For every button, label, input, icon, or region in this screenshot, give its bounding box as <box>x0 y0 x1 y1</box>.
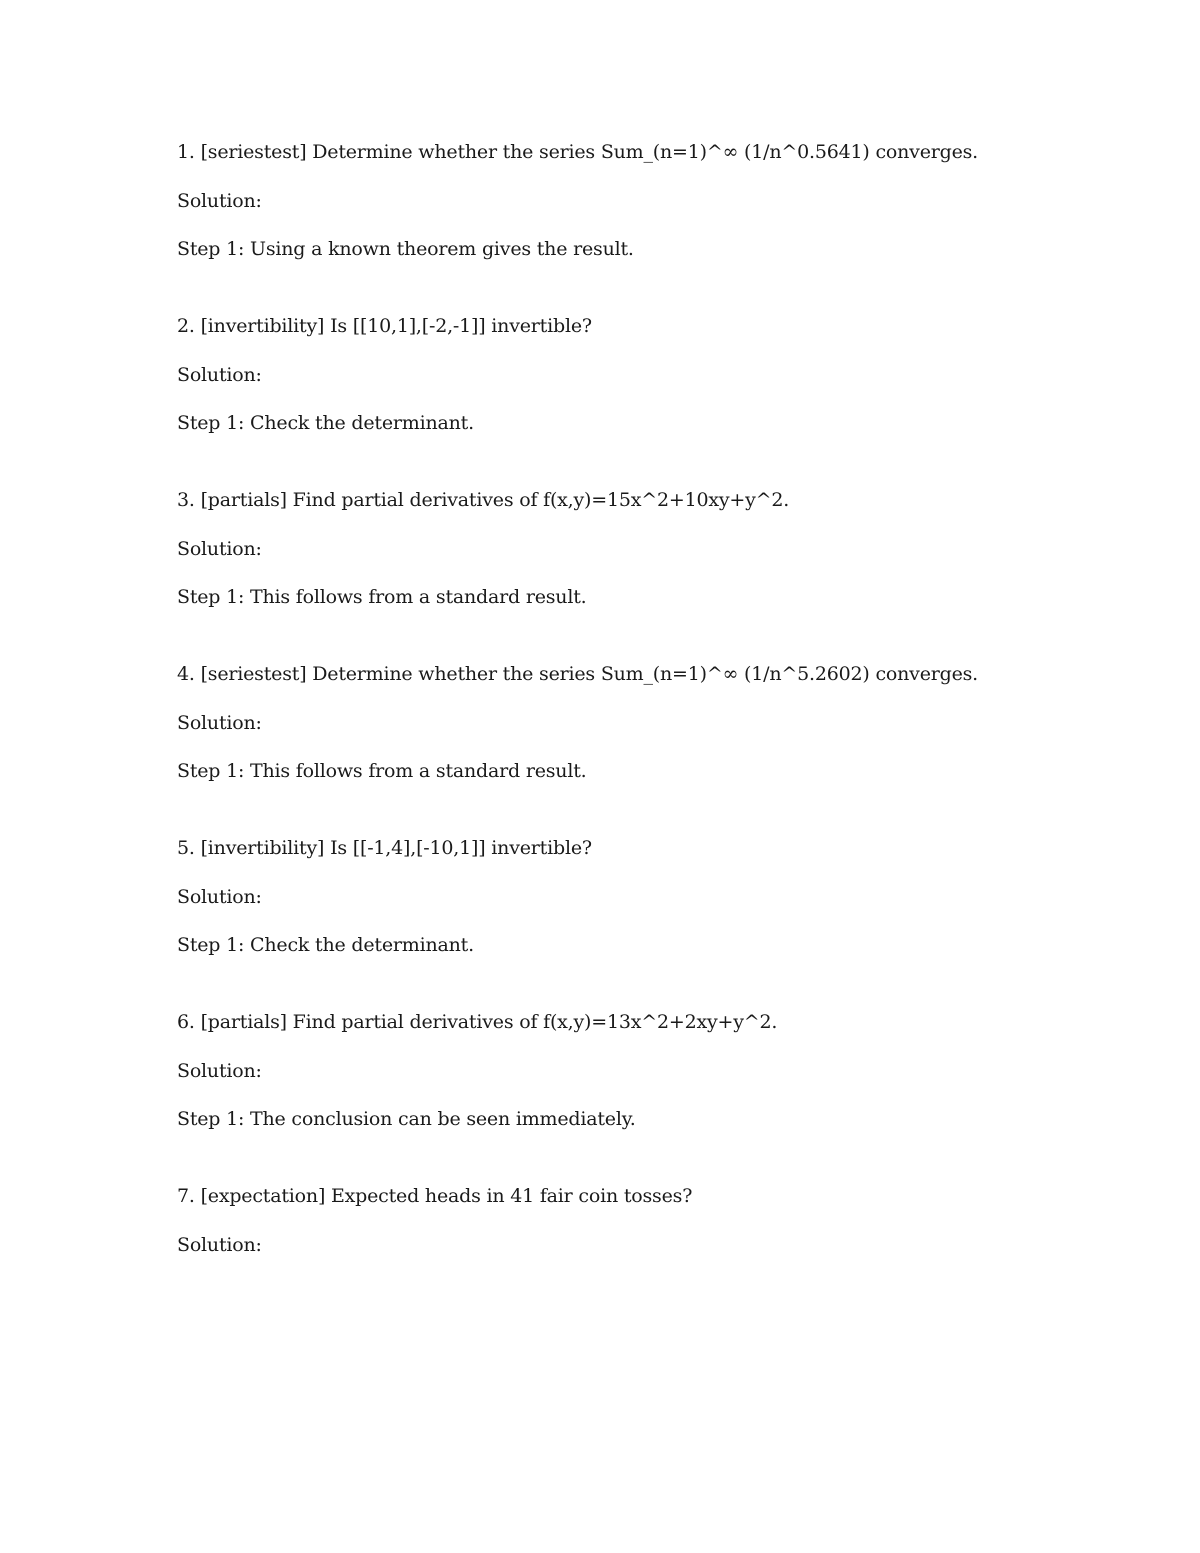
solution-step: Step 1: This follows from a standard result. <box>177 586 587 608</box>
solution-label: Solution: <box>177 885 262 908</box>
problem-6 <box>177 1008 1137 1133</box>
solution-label: Solution: <box>177 1233 262 1256</box>
problem-2 <box>177 312 1137 437</box>
solution-label: Solution: <box>177 1059 262 1082</box>
problem-list <box>177 138 1137 1308</box>
problem-question: 2. [invertibility] Is [[10,1],[-2,-1]] invertible? <box>177 315 592 337</box>
solution-step: Step 1: Check the determinant. <box>177 934 474 956</box>
problem-3 <box>177 486 1137 611</box>
solution-label: Solution: <box>177 189 262 212</box>
solution-label: Solution: <box>177 363 262 386</box>
problem-question: 1. [seriestest] Determine whether the series Sum_(n=1)^∞ (1/n^0.5641) converges. <box>177 141 979 163</box>
problem-question: 5. [invertibility] Is [[-1,4],[-10,1]] invertible? <box>177 837 592 859</box>
solution-step: Step 1: Using a known theorem gives the result. <box>177 238 634 260</box>
solution-step: Step 1: Check the determinant. <box>177 412 474 434</box>
problem-question: 6. [partials] Find partial derivatives of f(x,y)=13x^2+2xy+y^2. <box>177 1011 778 1033</box>
problem-question: 3. [partials] Find partial derivatives of f(x,y)=15x^2+10xy+y^2. <box>177 489 790 511</box>
problem-question: 7. [expectation] Expected heads in 41 fair coin tosses? <box>177 1185 693 1207</box>
solution-step: Step 1: The conclusion can be seen immediately. <box>177 1108 636 1130</box>
problem-1 <box>177 138 1137 263</box>
problem-7 <box>177 1182 1137 1259</box>
solution-label: Solution: <box>177 711 262 734</box>
problem-5 <box>177 834 1137 959</box>
solution-label: Solution: <box>177 537 262 560</box>
problem-4 <box>177 660 1137 785</box>
problem-question: 4. [seriestest] Determine whether the series Sum_(n=1)^∞ (1/n^5.2602) converges. <box>177 663 979 685</box>
solution-step: Step 1: This follows from a standard result. <box>177 760 587 782</box>
